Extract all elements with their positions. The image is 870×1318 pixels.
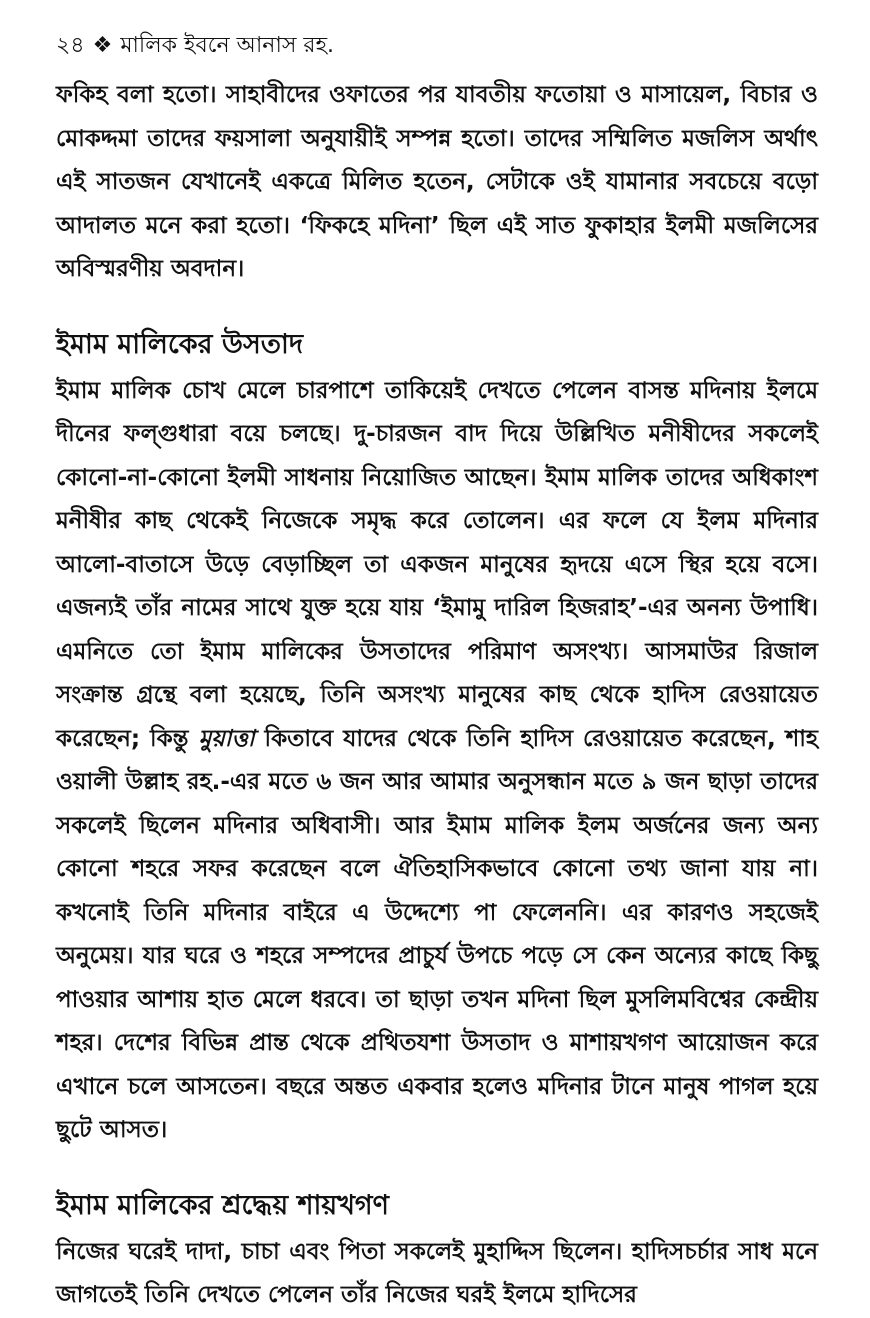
running-head-title: মালিক ইবনে আনাস রহ. bbox=[120, 33, 334, 58]
paragraph-1: ফকিহ বলা হতো। সাহাবীদের ওফাতের পর যাবতীয় ফতোয়া ও মাসায়েল, বিচার ও মোকদ্দমা তাদের ফয়সালা অনুযায়ীই সম্পন্ন হতো। তাদের সম্মিলিত মজলিস অর্থাৎ এই সাতজন যেখানেই একত্রে মিলিত হতেন, সেটাকে ওই যামানার সবচেয়ে বড়ো আদালত মনে করা হতো। ‘ফিকহে মদিনা’ ছিল এই সাত ফুকাহার ইলমী মজলিসের অবিস্মরণীয় অবদান। bbox=[56, 82, 818, 282]
paragraph-2-part-1: ইমাম মালিক চোখ মেলে চারপাশে তাকিয়েই দেখতে পেলেন বাসন্ত মদিনায় ইলমে দীনের ফল্গুধারা বয়ে চলছে। দু-চারজন বাদ দিয়ে উল্লিখিত মনীষীদের সকলেই কোনো-না-কোনো ইলমী সাধনায় নিয়োজিত আছেন। ইমাম মালিক তাদের অধিকাংশ মনীষীর কাছ থেকেই নিজেকে সমৃদ্ধ করে তোলেন। এর ফলে যে ইলম মদিনার আলো-বাতাসে উড়ে বেড়াচ্ছিল তা একজন মানুষের হৃদয়ে এসে স্থির হয়ে বসে। এজন্যই তাঁর নামের সাথে যুক্ত হয়ে যায় ‘ইমামু দারিল হিজরাহ’-এর অনন্য উপাধি। এমনিতে তো ইমাম মালিকের উসতাদের পরিমাণ অসংখ্য। আসমাউর রিজাল সংক্রান্ত গ্রন্থে বলা হয়েছে, তিনি অসংখ্য মানুষের কাছ থেকে হাদিস রেওয়ায়েত করেছেন; কিন্তু bbox=[56, 377, 818, 752]
paragraph-3: নিজের ঘরেই দাদা, চাচা এবং পিতা সকলেই মুহাদ্দিস ছিলেন। হাদিসচর্চার সাধ মনে জাগতেই তিনি দেখতে পেলেন তাঁর নিজের ঘরই ইলমে হাদিসের bbox=[56, 1238, 818, 1308]
book-title-muwatta: মুয়াত্তা bbox=[198, 725, 255, 752]
section-heading-teachers: ইমাম মালিকের উসতাদ bbox=[56, 328, 304, 360]
running-head bbox=[56, 28, 818, 64]
paragraph-2 bbox=[56, 370, 818, 1153]
ornament-icon: ❖ bbox=[92, 33, 113, 58]
paragraph-2-part-2: কিতাবে যাদের থেকে তিনি হাদিস রেওয়ায়েত করেছেন, শাহ ওয়ালী উল্লাহ রহ.-এর মতে ৬ জন আর আমার অনুসন্ধান মতে ৯ জন ছাড়া তাদের সকলেই ছিলেন মদিনার অধিবাসী। আর ইমাম মালিক ইলম অর্জনের জন্য অন্য কোনো শহরে সফর করেছেন বলে ঐতিহাসিকভাবে কোনো তথ্য জানা যায় না। কখনোই তিনি মদিনার বাইরে এ উদ্দেশ্যে পা ফেলেননি। এর কারণও সহজেই অনুমেয়। যার ঘরে ও শহরে সম্পদের প্রাচুর্য উপচে পড়ে সে কেন অন্যের কাছে কিছু পাওয়ার আশায় হাত মেলে ধরবে। তা ছাড়া তখন মদিনা ছিল মুসলিমবিশ্বের কেন্দ্রীয় শহর। দেশের বিভিন্ন প্রান্ত থেকে প্রথিতযশা উসতাদ ও মাশায়খগণ আয়োজন করে এখানে চলে আসতেন। বছরে অন্তত একবার হলেও মদিনার টানে মানুষ পাগল হয়ে ছুটে আসত। bbox=[56, 725, 818, 1143]
page-number: ২৪ bbox=[56, 33, 85, 58]
section-heading-shaykhs: ইমাম মালিকের শ্রদ্ধেয় শায়খগণ bbox=[56, 1189, 389, 1221]
